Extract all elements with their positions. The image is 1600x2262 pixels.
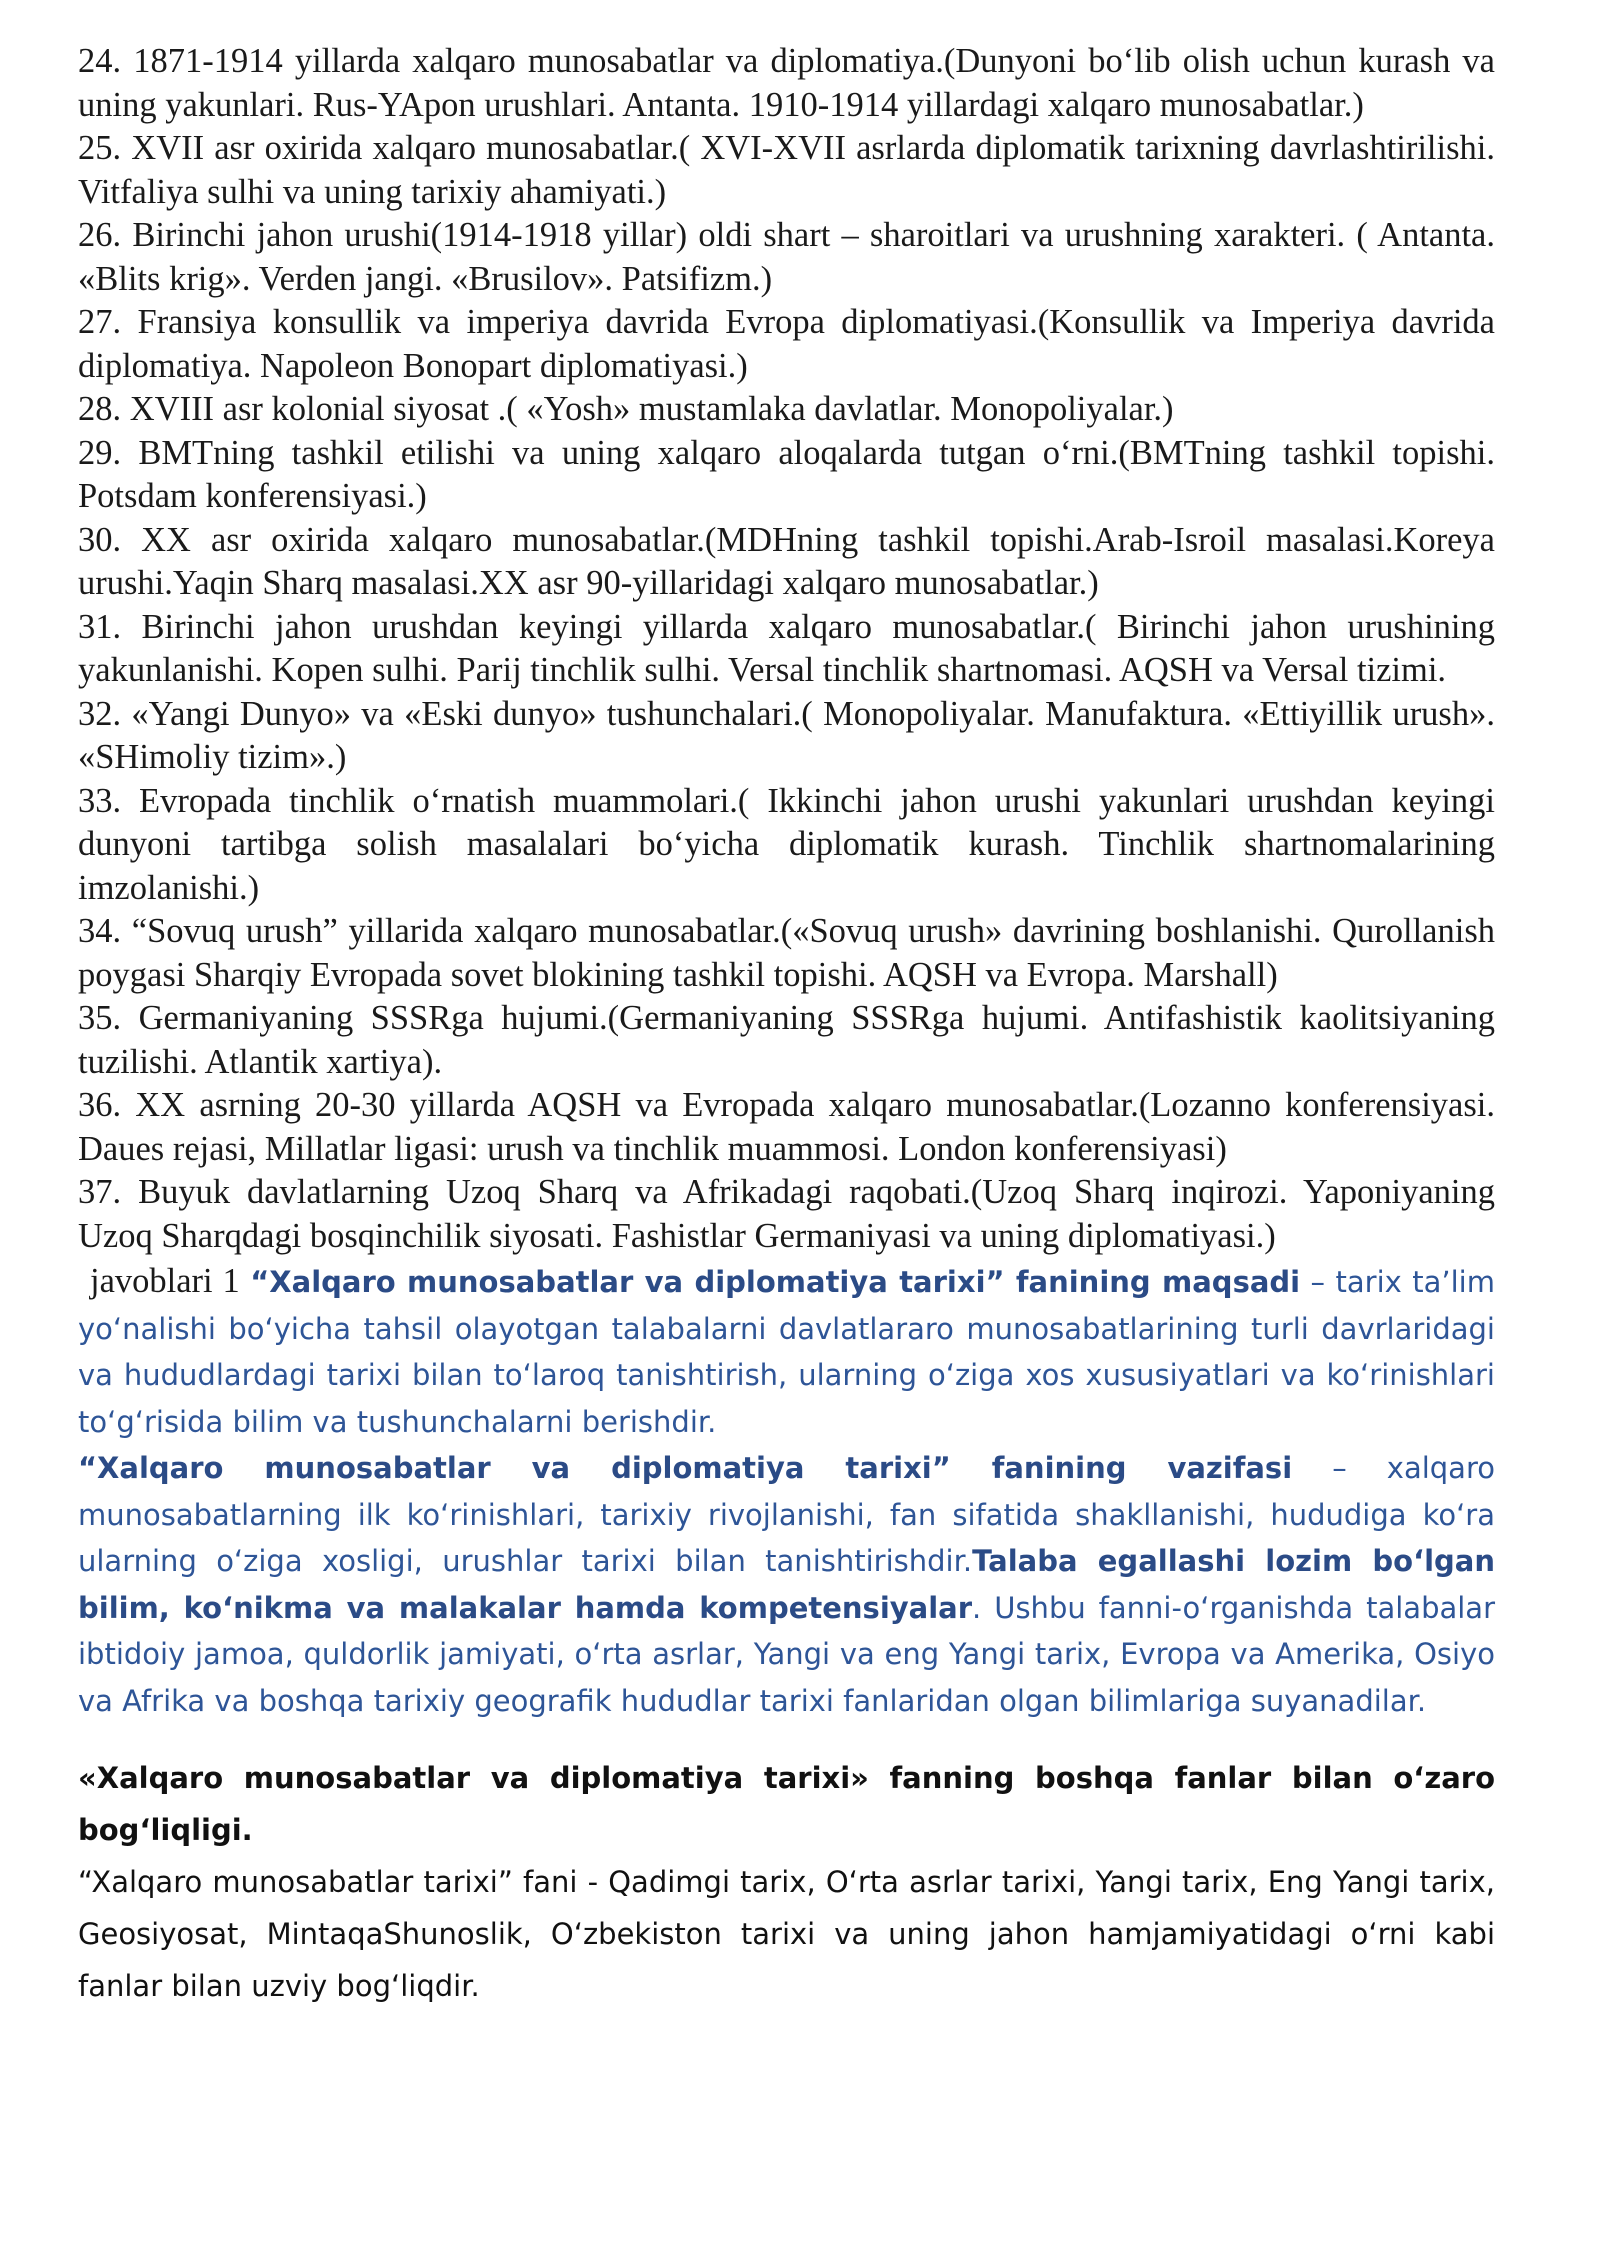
list-item-34: 34. “Sovuq urush” yillarida xalqaro munosabatlar.(«Sovuq urush» davrining boshlanishi. Qurollanish poygasi Sharqiy Evropada sovet blokining tashkil topishi. AQSH va Evropa. Marshall) [78, 912, 1495, 994]
list-item-29: 29. BMTning tashkil etilishi va uning xalqaro aloqalarda tutgan oʻrni.(BMTning tashkil topishi. Potsdam konferensiyasi.) [78, 433, 1495, 515]
list-item-24: 24. 1871-1914 yillarda xalqaro munosabatlar va diplomatiya.(Dunyoni boʻlib olish uchun kurash va uning yakunlari. Rus-YApon urushlari. Antanta. 1910-1914 yillardagi xalqaro munosabatlar.) [78, 42, 1495, 124]
competence-text: . Ushbu fanni-oʻrganishda talabalar ibtidoiy jamoa, quldorlik jamiyati, oʻrta asrlar, Yangi va eng Yangi tarix, Evropa va Amerika, Osiyo va Afrika va boshqa tarixiy geografik hududlar tarixi fanlaridan olgan bilimlariga suyanadilar. [78, 1590, 1496, 1718]
list-item-32: 32. «Yangi Dunyo» va «Eski dunyo» tushunchalari.( Monopoliyalar. Manufaktura. «Ettiyillik urush». «SHimoliy tizim».) [78, 694, 1495, 776]
goal-heading: “Xalqaro munosabatlar va diplomatiya tarixi” fanining maqsadi [250, 1265, 1301, 1299]
relation-text: “Xalqaro munosabatlar tarixi” fani - Qadimgi tarix, Oʻrta asrlar tarixi, Yangi tarix, Eng Yangi tarix, Geosiyosat, MintaqaShunoslik, Oʻzbekiston tarixi va uning jahon hamjamiyatidagi oʻrni kabi fanlar bilan uzviy bogʻliqdir. [78, 1865, 1495, 2003]
answers-paragraph [78, 1258, 1495, 1724]
list-item-30: 30. XX asr oxirida xalqaro munosabatlar.(MDHning tashkil topishi.Arab-Isroil masalasi.Koreya urushi.Yaqin Sharq masalasi.XX asr 90-yillaridagi xalqaro munosabatlar.) [78, 520, 1495, 602]
goal-text: – tarix ta’lim yoʻnalishi boʻyicha tahsil olayotgan talabalarni davlatlararo munosabatlarining turli davrlaridagi va hududlardagi tarixi bilan toʻlaroq tanishtirish, ularning oʻziga xos xususiyatlari va koʻrinishlari toʻgʻrisida bilim va tushunchalarni berishdir. [78, 1265, 1495, 1439]
list-item-25: 25. XVII asr oxirida xalqaro munosabatlar.( XVI-XVII asrlarda diplomatik tarixning davrlashtirilishi. Vitfaliya sulhi va uning tarixiy ahamiyati.) [78, 129, 1495, 211]
task-text: – xalqaro munosabatlarning ilk koʻrinishlari, tarixiy rivojlanishi, fan sifatida shakllanishi, hududiga koʻra ularning oʻziga xosligi, urushlar tarixi bilan tanishtirishdir. [78, 1451, 1495, 1578]
list-item-35: 35. Germaniyaning SSSRga hujumi.(Germaniyaning SSSRga hujumi. Antifashistik kaolitsiyaning tuzilishi. Atlantik xartiya). [78, 999, 1495, 1081]
relation-heading: «Xalqaro munosabatlar va diplomatiya tarixi» fanning boshqa fanlar bilan oʻzaro bogʻliqligi. [78, 1761, 1495, 1847]
relation-paragraph [78, 1752, 1495, 2012]
list-item-28: 28. XVIII asr kolonial siyosat .( «Yosh» mustamlaka davlatlar. Monopoliyalar.) [78, 390, 1174, 428]
document-page [78, 40, 1495, 2012]
list-item-31: 31. Birinchi jahon urushdan keyingi yillarda xalqaro munosabatlar.( Birinchi jahon urushining yakunlanishi. Kopen sulhi. Parij tinchlik sulhi. Versal tinchlik shartnomasi. AQSH va Versal tizimi. [78, 607, 1495, 689]
list-item-33: 33. Evropada tinchlik oʻrnatish muammolari.( Ikkinchi jahon urushi yakunlari urushdan keyingi dunyoni tartibga solish masalalari boʻyicha diplomatik kurash. Tinchlik shartnomalarining imzolanishi.) [78, 781, 1495, 907]
task-heading: “Xalqaro munosabatlar va diplomatiya tarixi” fanining vazifasi [78, 1451, 1293, 1485]
list-item-27: 27. Fransiya konsullik va imperiya davrida Evropa diplomatiyasi.(Konsullik va Imperiya davrida diplomatiya. Napoleon Bonopart diplomatiyasi.) [78, 303, 1495, 385]
list-item-36: 36. XX asrning 20-30 yillarda AQSH va Evropada xalqaro munosabatlar.(Lozanno konferensiyasi. Daues rejasi, Millatlar ligasi: urush va tinchlik muammosi. London konferensiyasi) [78, 1086, 1495, 1168]
list-item-37: 37. Buyuk davlatlarning Uzoq Sharq va Afrikadagi raqobati.(Uzoq Sharq inqirozi. Yaponiyaning Uzoq Sharqdagi bosqinchilik siyosati. Fashistlar Germaniyasi va uning diplomatiyasi.) [78, 1173, 1495, 1255]
competence-heading: Talaba egallashi lozim boʻlgan bilim, koʻnikma va malakalar hamda kompetensiyalar [78, 1544, 1496, 1625]
list-item-26: 26. Birinchi jahon urushi(1914-1918 yillar) oldi shart – sharoitlari va urushning xarakteri. ( Antanta. «Blits krig». Verden jangi. «Brusilov». Patsifizm.) [78, 216, 1495, 298]
answers-lead: javoblari 1 [90, 1262, 240, 1300]
